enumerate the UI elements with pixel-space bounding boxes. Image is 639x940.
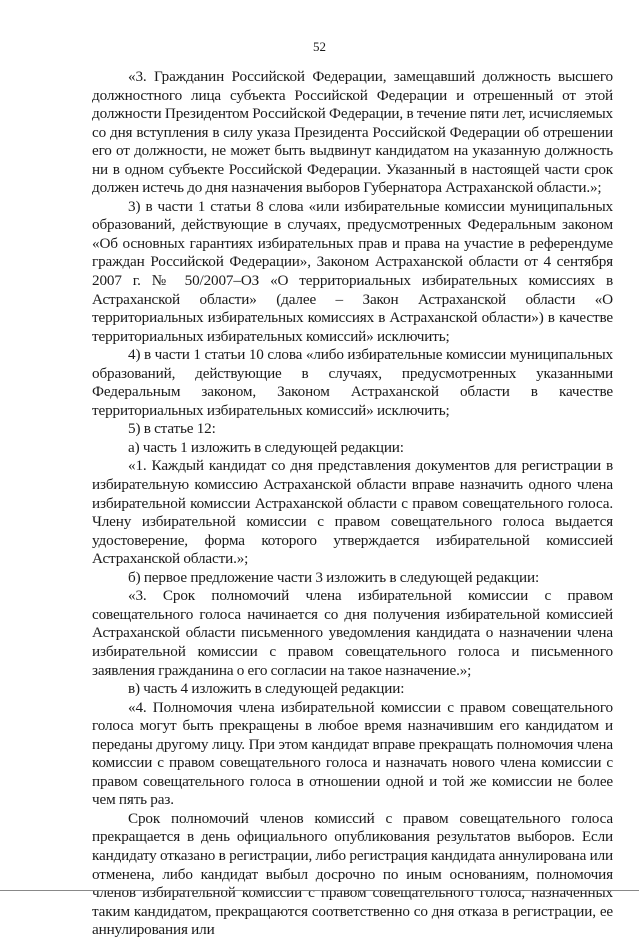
paragraph-term-of-office: Срок полномочий членов комиссий с правом совещательного голоса прекращается в день официального опубликования результатов выборов. Если кандидату отказано в регистрации, либо регистрация кандидата аннулирована или отменена, либо кандидат выбыл досрочно по иным основаниям, полномочия членов избирательной комиссии с правом совещательного голоса, назначенных таким кандидатом, прекращаются соответственно со дня отказа в регистрации, ее аннулирования или (92, 809, 613, 939)
paragraph-item-4-article-10: 4) в части 1 статьи 10 слова «либо избирательные комиссии муниципальных образований, действующие в случаях, предусмотренных указанными Федеральным законом, Законом Астраханской области в качестве территориальных избирательных комиссий» исключить; (92, 346, 613, 419)
paragraph-part-3-new-text: «3. Срок полномочий члена избирательной комиссии с правом совещательного голоса начинается со дня получения избирательной комиссией Астраханской области письменного уведомления кандидата о назначении члена избирательной комиссии с правом совещательного голоса и письменного заявления гражданина о его согласии на такое назначение.»; (92, 587, 613, 679)
page-number: 52 (313, 39, 326, 54)
paragraph-part-4-text: «4. Полномочия члена избирательной комиссии с правом совещательного голоса могут быть прекращены в любое время назначившим его кандидатом и переданы другому лицу. При этом кандидат вправе прекращать полномочия члена комиссии с правом совещательного голоса и назначать нового члена комиссии с правом совещательного голоса в отношении одной и той же комиссии не более чем пять раз. (92, 698, 613, 809)
bottom-divider (0, 890, 639, 891)
document-body (92, 68, 613, 940)
paragraph-subitem-b: б) первое предложение части 3 изложить в следующей редакции: (128, 568, 540, 586)
paragraph-item-3-article-8: 3) в части 1 статьи 8 слова «или избирательные комиссии муниципальных образований, действующие в случаях, предусмотренных Федеральным законом «Об основных гарантиях избирательных прав и права на участие в референдуме граждан Российской Федерации», Законом Астраханской области от 4 сентября 2007 г. № 50/2007–ОЗ «О территориальных избирательных комиссиях в Астраханской области» (далее – Закон Астраханской области «О территориальных избирательных комиссиях в Астраханской области») в качестве территориальных избирательных комиссий» исключить; (92, 197, 613, 345)
paragraph-subitem-v: в) часть 4 изложить в следующей редакции: (128, 680, 405, 698)
paragraph-part-1-text: «1. Каждый кандидат со дня представления документов для регистрации в избирательную комиссию Астраханской области вправе назначить одного члена избирательной комиссии Астраханской области с правом совещательного голоса. Члену избирательной комиссии с правом совещательного голоса выдается удостоверение, форма которого утверждается избирательной комиссией Астраханской области.»; (92, 457, 613, 568)
paragraph-subitem-a: а) часть 1 изложить в следующей редакции: (128, 438, 404, 456)
paragraph-part-3-text: «3. Гражданин Российской Федерации, замещавший должность высшего должностного лица субъекта Российской Федерации и отрешенный от этой должности Президентом Российской Федерации, в течение пяти лет, исчисляемых со дня вступления в силу указа Президента Российской Федерации об отрешении его от должности, не может быть выдвинут кандидатом на указанную должность ни в одном субъекте Российской Федерации. Указанный в настоящей части срок должен истечь до дня назначения выборов Губернатора Астраханской области.»; (92, 68, 613, 197)
paragraph-item-5-article-12: 5) в статье 12: (128, 420, 216, 438)
